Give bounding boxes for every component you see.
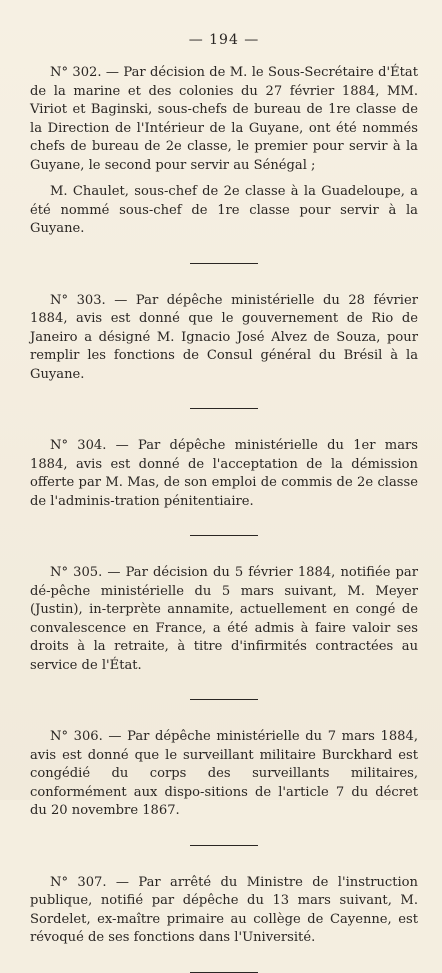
section-divider [190,699,258,700]
entry-302-paragraph-1: N° 302. — Par décision de M. le Sous-Secrétaire d'État de la marine et des colonies du 27 février 1884, MM. Viriot et Baginski, sous-chefs de bureau de 1re classe de la Direction de l'Intérieur de la Guyane, ont été nommés chefs de bureau de 2e classe, le premier pour servir à la Guyane, le second pour servir au Sénégal ; [30,65,418,173]
section-divider [190,972,258,973]
entry-305-paragraph: N° 305. — Par décision du 5 février 1884, notifiée par dé-pêche ministérielle du 5 mars suivant, M. Meyer (Justin), in-terprète annamite, actuellement en congé de convalescence en France, a été admis à faire valoir ses droits à la retraite, à titre d'infirmités contractées au service de l'État. [30,565,418,673]
entry-302-paragraph-2: M. Chaulet, sous-chef de 2e classe à la Guadeloupe, a été nommé sous-chef de 1re classe pour servir à la Guyane. [30,184,418,236]
entry-303 [30,292,418,385]
entry-307 [30,874,418,948]
entry-305 [30,564,418,675]
section-divider [190,535,258,536]
entry-302 [30,64,418,239]
section-divider [190,263,258,264]
section-divider [190,845,258,846]
entry-307-paragraph: N° 307. — Par arrêté du Ministre de l'instruction publique, notifié par dépêche du 13 mars suivant, M. Sordelet, ex-maître primaire au collège de Cayenne, est révoqué de ses fonctions dans l'Université. [30,874,418,945]
entry-304-paragraph: N° 304. — Par dépêche ministérielle du 1er mars 1884, avis est donné de l'acceptation de la démission offerte par M. Mas, de son emploi de commis de 2e classe de l'adminis-tration pénitentiaire. [30,438,418,509]
section-divider [190,408,258,409]
entry-306-paragraph: N° 306. — Par dépêche ministérielle du 7 mars 1884, avis est donné que le surveillant militaire Burckhard est congédié du corps des surveillants militaires, conformément aux dispo-sitions de l'article 7 du décret du 20 novembre 1867. [30,729,418,818]
entry-306 [30,728,418,821]
entry-304 [30,437,418,511]
entry-303-paragraph: N° 303. — Par dépêche ministérielle du 28 février 1884, avis est donné que le gouvernement de Rio de Janeiro a désigné M. Ignacio José Alvez de Souza, pour remplir les fonctions de Consul général du Brésil à la Guyane. [30,292,418,382]
page-number: — 194 — [188,32,260,48]
